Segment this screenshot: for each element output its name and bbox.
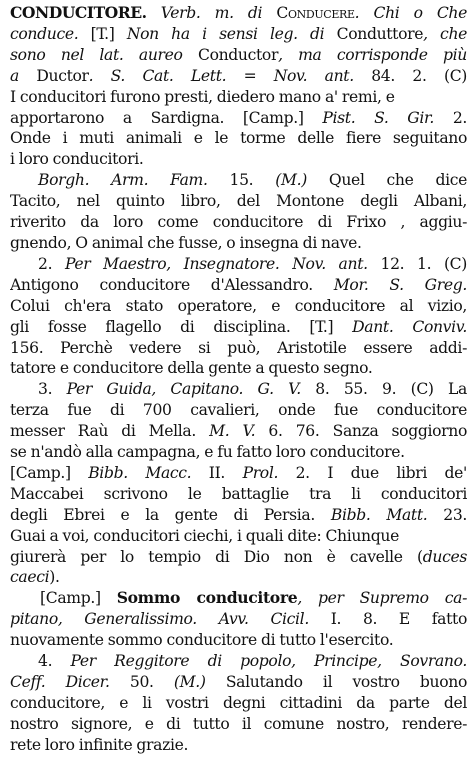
entry-text: Pist. S. Gir. [322,108,435,127]
entry-line [10,505,467,526]
entry-line [10,379,467,400]
entry-text: Non ha i sensi leg. di [126,24,337,43]
entry-text: Conducere [276,4,355,22]
entry-text: nostro signore, e di tutto il comune nostro, rendere- [10,714,467,733]
entry-text: Quel che dice [306,171,467,190]
entry-line [10,191,467,212]
entry-text: [Camp.] [10,463,89,482]
entry-text: , che [423,24,467,43]
entry-text: Maccabei scrivono le battaglie tra li conducitori [10,484,467,503]
entry-text: ). [49,568,60,587]
entry-line [10,45,467,66]
entry-text: Salutando il vostro buono [205,673,467,691]
entry-line [10,714,467,735]
headword: CONDUCITORE. [10,3,147,22]
entry-line [10,463,467,484]
entry-line [10,254,467,275]
entry-text: Dant. Conviv. [352,317,467,336]
entry-text: (M.) [275,171,307,190]
entry-text: 50. [109,673,174,691]
entry-text: nuovamente sommo conducitore di tutto l'esercito. [10,631,394,650]
entry-line [10,275,467,296]
entry-line [10,442,467,463]
entry-line [10,108,467,129]
entry-line [10,567,467,588]
entry-text: M. V. [209,422,256,441]
entry-text: 2. [38,254,65,273]
entry-line [10,149,467,170]
entry-line [10,651,467,672]
entry-text: conducitore, e li vostri degni cittadini da parte del [10,693,467,712]
entry-line [10,212,467,233]
entry-text: 4. [38,652,71,671]
entry-line [10,735,467,756]
entry-line [10,693,467,714]
entry-text: 12. 1. (C) [367,254,467,273]
entry-line [10,672,467,693]
entry-text: i loro conducitori. [10,150,144,169]
entry-line [10,400,467,421]
entry-text: Borgh. Arm. Fam. [38,171,208,190]
entry-text: Bibb. Macc. [88,463,192,482]
entry-text: Tacito, nel quinto libro, del Montone degli Albani, [10,192,467,211]
entry-line [10,66,467,87]
entry-text: tatore e conducitore della gente a questo segno. [10,359,373,378]
entry-text: (M.) [173,673,206,691]
entry-text: degli Ebrei e la gente di Persia. [10,505,331,524]
entry-line [10,421,467,442]
entry-text: 23. [427,505,467,524]
entry-text: se n'andò alla campagna, e fu fatto loro conducitore. [10,443,405,462]
entry-line [10,358,467,379]
entry-line [10,526,467,547]
entry-line [10,338,467,359]
entry-text: 3. [38,380,67,399]
entry-text: . S. Cat. Lett. = Nov. ant. [88,66,354,85]
entry-text: gnendo, O animal che fusse, o insegna di nave. [10,233,362,252]
entry-text: Sommo conducitore [116,588,298,608]
entry-text: caeci [10,568,50,587]
entry-text: 6. 76. Sanza soggiorno [255,422,467,441]
entry-line [10,547,467,568]
entry-text: conduce. [10,24,79,43]
dictionary-entry-conducitore [10,3,467,756]
entry-text: II. [191,463,243,482]
entry-text: Colui ch'era stato operatore, e conducitore al vizio, [10,296,467,315]
entry-line [10,588,467,609]
entry-line [10,630,467,651]
entry-text: , per Supremo ca- [297,589,467,608]
entry-text: . Chi o Che [354,4,467,22]
entry-text: messer Raù di Mella. [10,422,210,441]
entry-text: I. 8. E fatto [308,610,467,629]
entry-text: Conduttore [336,24,424,43]
entry-text: Conductor [197,45,279,64]
entry-text: Mor. S. Greg. [333,275,467,294]
entry-text: Per Guida, Capitano. G. V. [66,380,301,399]
entry-text: terza fue di 700 cavalieri, onde fue conducitore [10,401,467,420]
entry-text: Ceff. Dicer. [10,673,110,691]
entry-text: rete loro infinite grazie. [10,735,189,754]
entry-line [10,170,467,191]
entry-text: a [10,66,37,85]
entry-text: , ma corrisponde più [278,45,467,64]
entry-text: 156. Perchè vedere si può, Aristotile essere addi- [10,338,467,357]
entry-line [10,296,467,317]
entry-text: 15. [207,171,276,190]
entry-text: Ductor [36,66,89,85]
entry-text: 2. I due libri de' [278,463,467,482]
entry-line [10,484,467,505]
entry-text: [Camp.] [40,589,117,608]
entry-text: Verb. m. di [146,4,277,22]
entry-line [10,3,467,24]
entry-text: I conducitori furono presti, diedero mano a' remi, e [10,87,395,106]
entry-text: 84. 2. (C) [353,66,467,85]
entry-text: Per Maestro, Insegnatore. Nov. ant. [64,254,368,273]
entry-line [10,317,467,338]
entry-text: Per Reggitore di popolo, Principe, Sovrano. [70,652,467,671]
entry-line [10,609,467,630]
entry-text: Prol. [242,463,279,482]
entry-text: riverito da loro come conducitore di Frixo , aggiu- [10,213,467,232]
entry-text: sono nel lat. aureo [10,45,198,64]
entry-text: Guai a voi, conducitori ciechi, i quali dite: Chiunque [10,526,399,545]
entry-line [10,128,467,149]
entry-text: giurerà per lo tempio di Dio non è cavelle ( [10,547,423,566]
entry-text: Bibb. Matt. [330,505,428,524]
entry-text: gli fosse flagello di disciplina. [T.] [10,317,353,336]
entry-text: pitano, Generalissimo. Avv. Cicil. [10,610,309,629]
entry-line [10,87,467,108]
entry-text: duces [422,547,467,566]
entry-text: Antigono conducitore d'Alessandro. [10,275,334,294]
entry-text: apportarono a Sardigna. [Camp.] [10,108,323,127]
entry-text: 8. 55. 9. (C) La [300,380,467,399]
entry-line [10,24,467,45]
entry-text: 2. [434,108,467,127]
entry-text: [T.] [78,24,127,43]
entry-text: Onde i muti animali e le torme delle fiere seguitano [10,129,467,148]
entry-line [10,233,467,254]
